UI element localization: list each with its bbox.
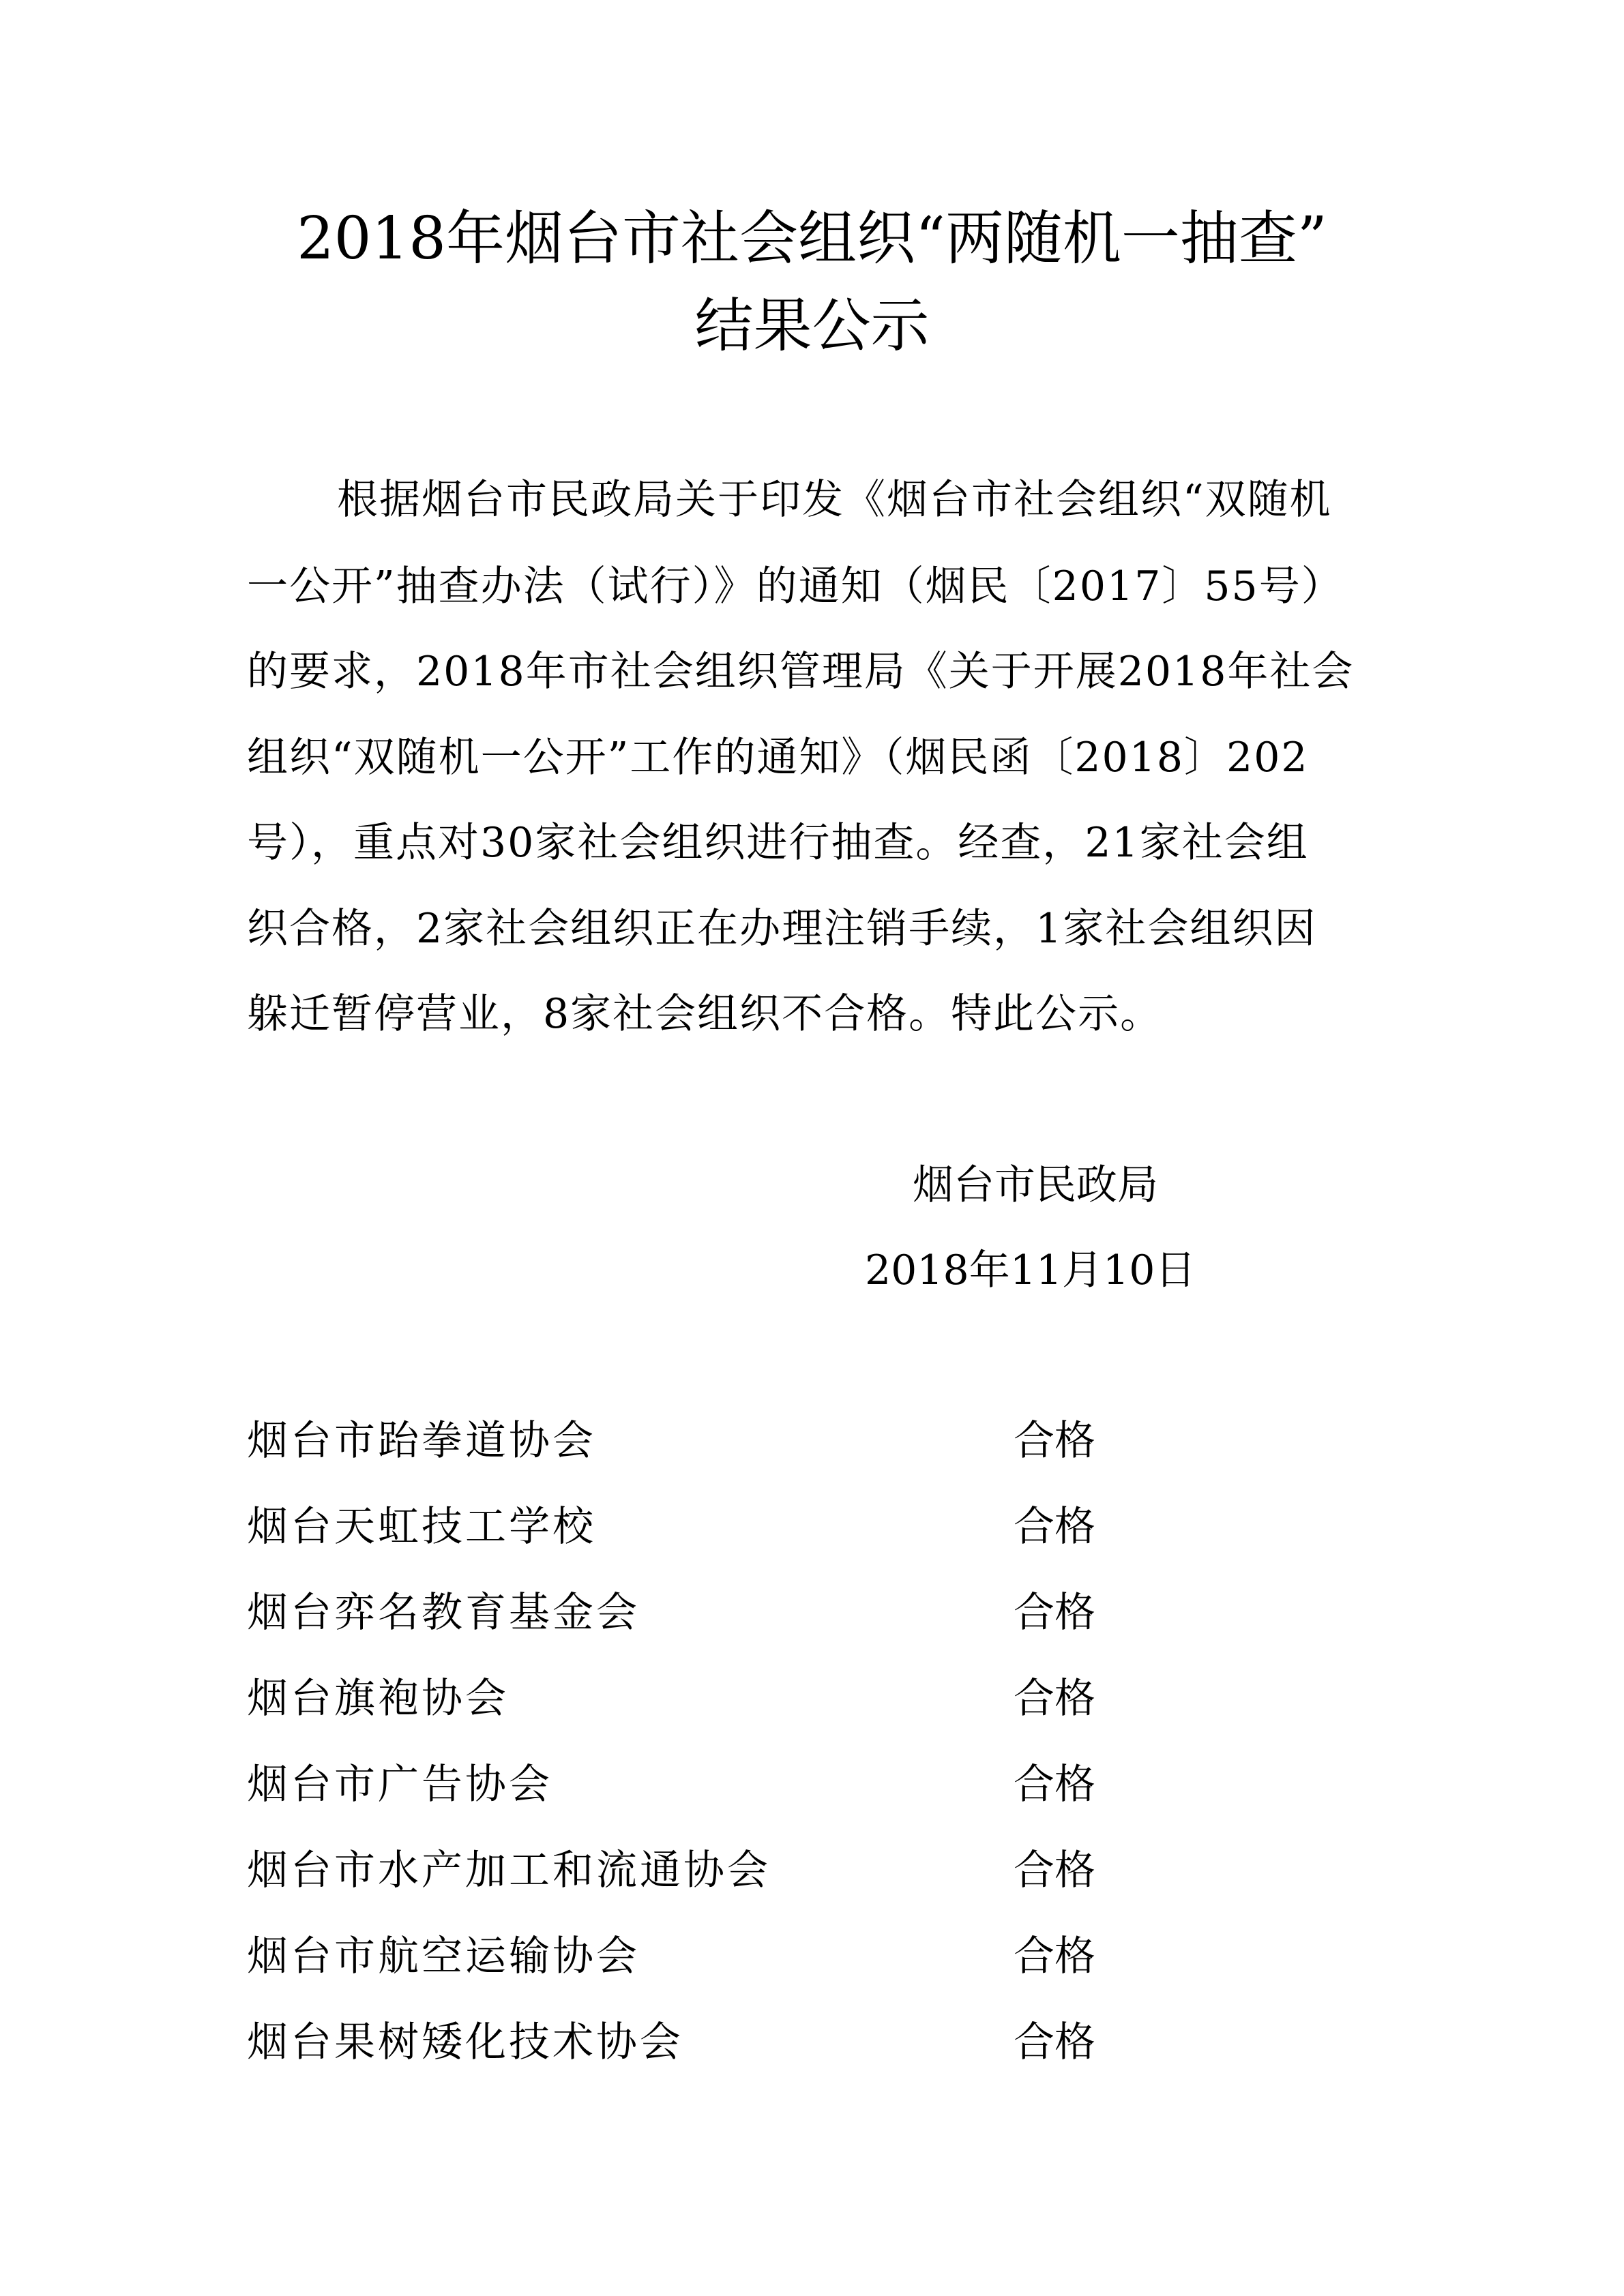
inspection-result: 合格 <box>1014 1675 1095 1723</box>
list-item <box>247 1675 1475 1723</box>
list-item <box>247 1589 1475 1637</box>
body-line: 一公开”抽查办法（试行）》的通知（烟民〔2017〕55号） <box>247 563 1344 610</box>
body-line: 号），重点对30家社会组织进行抽查。经查，21家社会组 <box>247 819 1309 867</box>
list-item <box>247 2018 1475 2066</box>
document-title-line-2: 结果公示 <box>694 292 930 360</box>
list-item <box>247 1503 1475 1551</box>
list-item <box>247 1933 1475 1980</box>
inspection-result: 合格 <box>1014 1503 1095 1551</box>
inspection-result: 合格 <box>1014 1933 1095 1980</box>
body-line: 根据烟台市民政局关于印发《烟台市社会组织“双随机 <box>337 476 1332 524</box>
inspection-result: 合格 <box>1014 2018 1095 2066</box>
body-line: 躲迁暂停营业，8家社会组织不合格。特此公示。 <box>247 990 1163 1038</box>
organization-name: 烟台市水产加工和流通协会 <box>247 1847 771 1894</box>
organization-name: 烟台旗袍协会 <box>247 1675 509 1723</box>
inspection-result: 合格 <box>1014 1589 1095 1637</box>
organization-name: 烟台果树矮化技术协会 <box>247 2018 683 2066</box>
organization-name: 烟台弈名教育基金会 <box>247 1589 640 1637</box>
list-item <box>247 1847 1475 1894</box>
inspection-result: 合格 <box>1014 1417 1095 1465</box>
list-item <box>247 1761 1475 1808</box>
list-item <box>247 1417 1475 1465</box>
organization-name: 烟台市航空运输协会 <box>247 1933 640 1980</box>
organization-name: 烟台天虹技工学校 <box>247 1503 596 1551</box>
organization-name: 烟台市跆拳道协会 <box>247 1417 596 1465</box>
issuer-name: 烟台市民政局 <box>913 1161 1158 1209</box>
organization-name: 烟台市广告协会 <box>247 1761 552 1808</box>
issue-date: 2018年11月10日 <box>865 1247 1196 1294</box>
body-line: 组织“双随机一公开”工作的通知》（烟民函〔2018〕202 <box>247 734 1309 781</box>
body-line: 的要求，2018年市社会组织管理局《关于开展2018年社会 <box>247 648 1355 696</box>
inspection-result: 合格 <box>1014 1847 1095 1894</box>
document-title-line-1: 2018年烟台市社会组织“两随机一抽查” <box>297 205 1327 273</box>
body-line: 织合格，2家社会组织正在办理注销手续，1家社会组织因 <box>247 905 1317 953</box>
inspection-result: 合格 <box>1014 1761 1095 1808</box>
